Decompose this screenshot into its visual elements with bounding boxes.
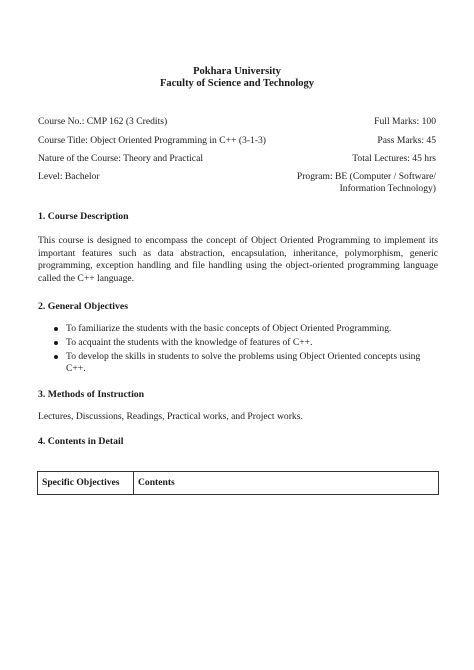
course-title: Course Title: Object Oriented Programming in C++ (3-1-3) [38,135,266,146]
bullet-icon [54,355,58,359]
section-3-title: 3. Methods of Instruction [38,389,145,400]
objective-text: To familiarize the students with the basic concepts of Object Oriented Programming. [66,323,392,334]
course-nature: Nature of the Course: Theory and Practical [38,153,203,164]
course-number: Course No.: CMP 162 (3 Credits) [38,116,168,127]
full-marks: Full Marks: 100 [374,116,436,127]
program-line-2: Information Technology) [339,183,436,194]
table-header-contents: Contents [138,477,175,488]
course-description: This course is designed to encompass the concept of Object Oriented Programming to implement its important features such as data abstraction, encapsulation, inheritance, polymorphism, generic programming, exception handling and file handling using the object-oriented programming language called the C++ language. [38,235,438,284]
objective-text: To acquaint the students with the knowledge of features of C++. [66,337,313,348]
instruction-methods: Lectures, Discussions, Readings, Practical works, and Project works. [38,411,303,422]
course-level: Level: Bachelor [38,171,100,182]
section-4-title: 4. Contents in Detail [38,436,124,447]
objective-text: To develop the skills in students to solve the problems using Object Oriented concepts using C++. [66,351,421,374]
contents-table [37,471,439,495]
bullet-icon [54,327,58,331]
program-line-1: Program: BE (Computer / Software/ [296,171,436,182]
section-1-title: 1. Course Description [38,211,129,222]
total-lectures: Total Lectures: 45 hrs [352,153,436,164]
table-header-specific-objectives: Specific Objectives [42,477,120,488]
faculty-name: Faculty of Science and Technology [159,78,314,89]
university-name: Pokhara University [193,66,281,77]
bullet-icon [54,341,58,345]
pass-marks: Pass Marks: 45 [377,135,436,146]
section-2-title: 2. General Objectives [38,301,129,312]
